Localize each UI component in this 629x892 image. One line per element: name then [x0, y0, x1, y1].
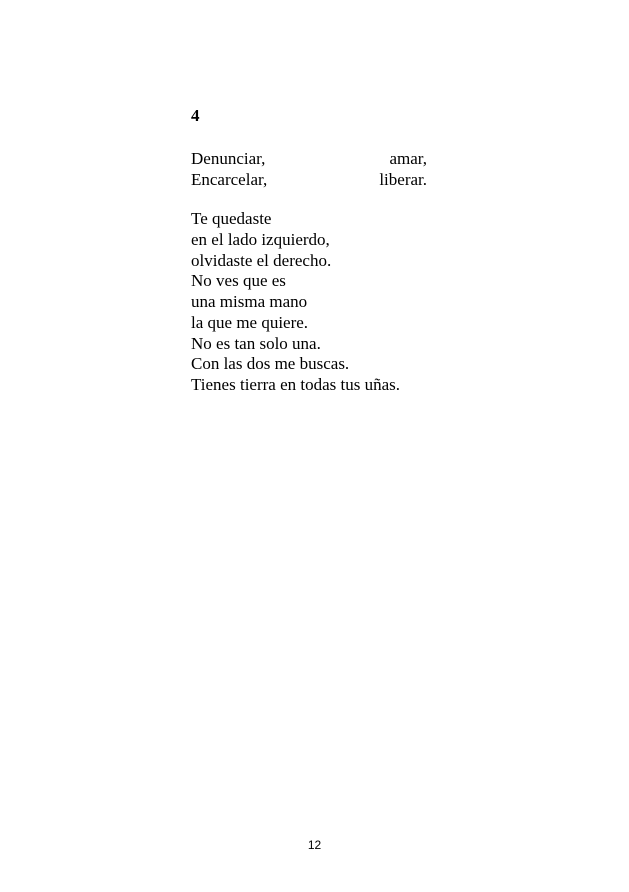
pair-line: [191, 149, 427, 171]
pair-line: [191, 170, 427, 192]
poem-line: en el lado izquierdo,: [191, 229, 330, 249]
pair-left-word: Encarcelar,: [191, 170, 268, 189]
poem-line: No ves que es: [191, 271, 286, 291]
poem-line: Te quedaste: [191, 209, 272, 228]
poem-line: una misma mano: [191, 292, 308, 311]
poem-stanza: [191, 209, 400, 396]
poem-line: Tienes tierra en todas tus uñas.: [191, 375, 401, 394]
poem-line: la que me quiere.: [191, 312, 309, 332]
page-number: 12: [307, 838, 322, 852]
pair-right-word: amar,: [389, 149, 427, 168]
pair-left-word: Denunciar,: [191, 149, 266, 168]
poem-number: 4: [191, 106, 200, 125]
poem-line: Con las dos me buscas.: [191, 354, 350, 374]
pair-right-word: liberar.: [379, 170, 427, 189]
poem-line: No es tan solo una.: [191, 333, 321, 353]
poem-line: olvidaste el derecho.: [191, 250, 332, 270]
